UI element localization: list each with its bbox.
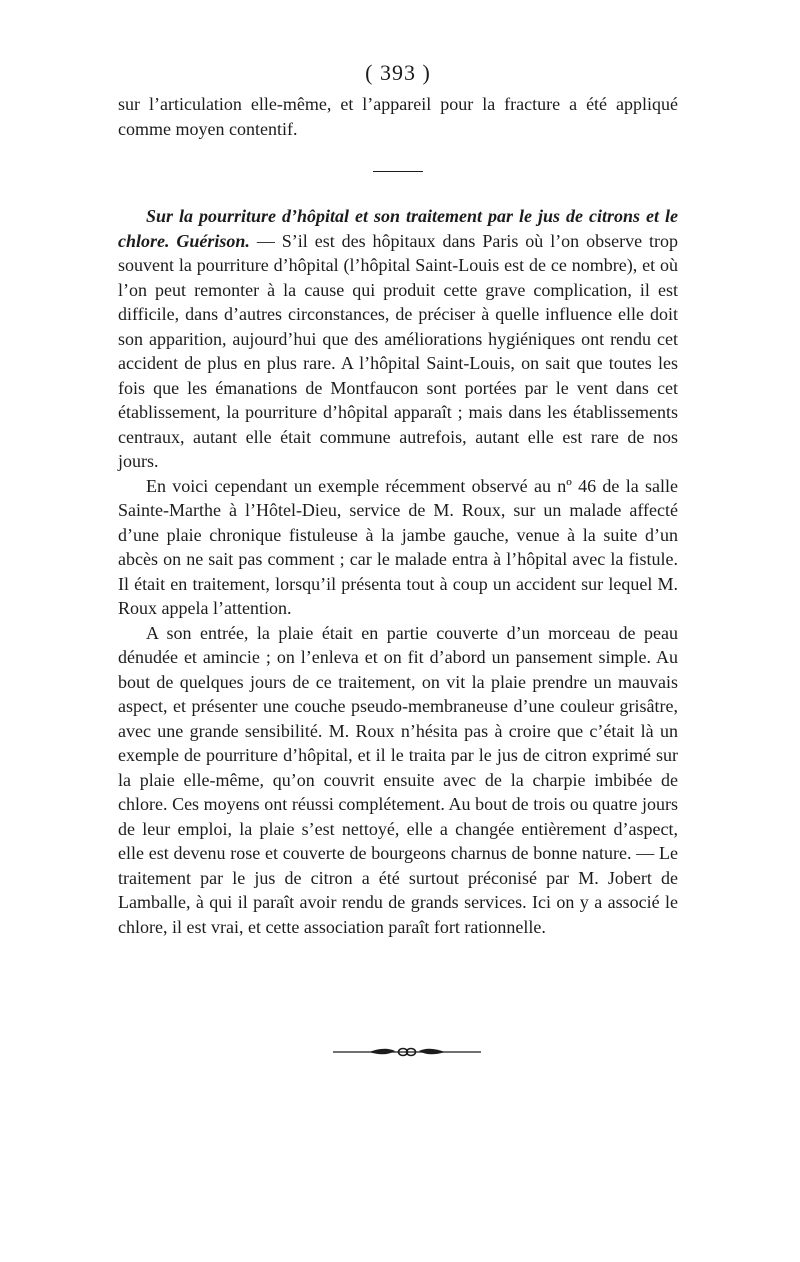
page-number: ( 393 ) xyxy=(365,60,431,85)
intro-paragraph: sur l’articulation elle-même, et l’appareil pour la fracture a été appliqué comme moyen contentif. xyxy=(118,94,678,139)
page-body xyxy=(118,60,678,939)
article-title: Sur la pourriture d’hôpital et son traitement par le jus de citrons et le chlore. Guérison. xyxy=(118,206,678,251)
end-ornament-icon xyxy=(333,1045,481,1059)
article-paragraph-2: En voici cependant un exemple récemment observé au nº 46 de la salle Sainte-Marthe à l’Hôtel-Dieu, service de M. Roux, sur un malade affecté d’une plaie chronique fistuleuse à la jambe gauche, venue à la suite d’un abcès on ne sait pas comment ; car le malade entra à l’hôpital avec la fistule. Il était en traitement, lorsqu’il présenta tout à coup un accident sur lequel M. Roux appela l’attention. xyxy=(118,475,678,618)
article-paragraph-1-body: — S’il est des hôpitaux dans Paris où l’on observe trop souvent la pourriture d’hôpital (l’hôpital Saint-Louis est de ce nombre), et où l’on peut remonter à la cause qui produit cette grave complication, il est difficile, dans d’autres circonstances, de préciser à quelle influence elle doit son apparition, aujourd’hui que des améliorations hygiéniques ont rendu cet accident de plus en plus rare. A l’hôpital Saint-Louis, on sait que toutes les fois que les émanations de Montfaucon sont portées par le vent dans cet établissement, la pourriture d’hôpital apparaît ; mais dans les établissements centraux, autant elle était commune autrefois, autant elle est rare de nos jours. xyxy=(118,230,678,471)
section-divider xyxy=(373,171,423,172)
article-paragraph-1 xyxy=(118,204,678,474)
article-paragraph-3: A son entrée, la plaie était en partie couverte d’un morceau de peau dénudée et amincie ; on l’enleva et on fit d’abord un pansement simple. Au bout de quelques jours de ce traitement, on vit la plaie prendre un mauvais aspect, et présenter une couche pseudo-membraneuse d’une couleur grisâtre, avec une grande sensibilité. M. Roux n’hésita pas à croire que c’était là un exemple de pourriture d’hôpital, et il le traita par le jus de citron exprimé sur la plaie elle-même, qu’on couvrit ensuite avec de la charpie imbibée de chlore. Ces moyens ont réussi complétement. Au bout de trois ou quatre jours de leur emploi, la plaie s’est nettoyé, elle a changée entièrement d’aspect, elle est devenu rose et couverte de bourgeons charnus de bonne nature. — Le traitement par le jus de citron a été surtout préconisé par M. Jobert de Lamballe, à qui il paraît avoir rendu de grands services. Ici on y a associé le chlore, il est vrai, et cette association paraît fort rationnelle. xyxy=(118,622,678,937)
